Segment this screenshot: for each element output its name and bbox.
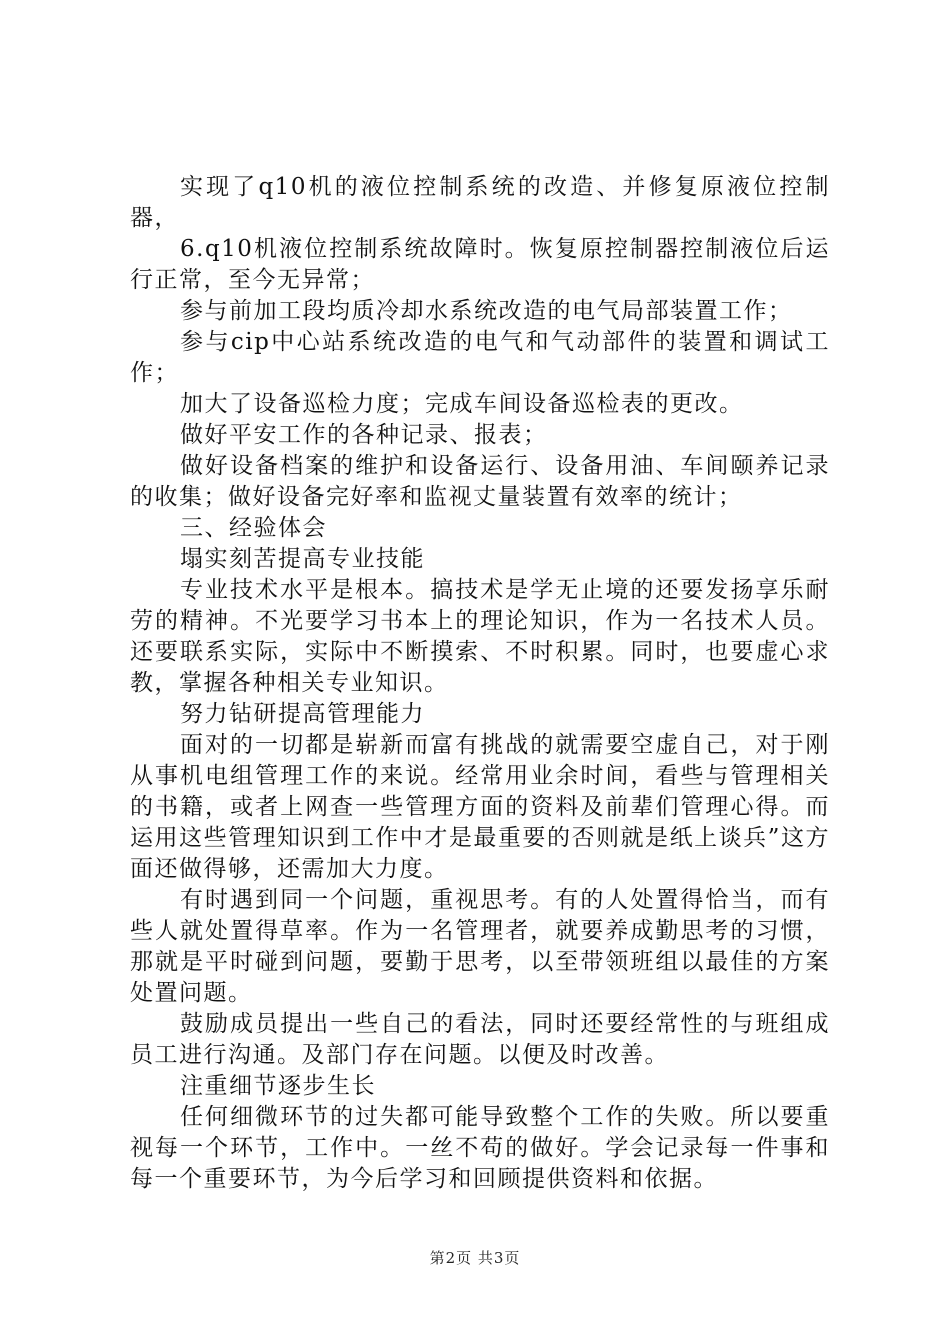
- paragraph: 鼓励成员提出一些自己的看法，同时还要经常性的与班组成员工进行沟通。及部门存在问题。以便及时改善。: [130, 1011, 830, 1068]
- paragraph: 实现了q10机的液位控制系统的改造、并修复原液位控制器，: [130, 174, 830, 231]
- paragraph: 做好平安工作的各种记录、报表；: [180, 422, 548, 448]
- paragraph: 参与cip中心站系统改造的电气和气动部件的装置和调试工作；: [130, 329, 830, 386]
- document-body: [130, 172, 830, 1195]
- paragraph: 参与前加工段均质冷却水系统改造的电气局部装置工作；: [180, 298, 793, 324]
- paragraph: 专业技术水平是根本。搞技术是学无止境的还要发扬享乐耐劳的精神。不光要学习书本上的理论知识，作为一名技术人员。还要联系实际，实际中不断摸索、不时积累。同时，也要虚心求教，掌握各种相关专业知识。: [130, 577, 830, 696]
- subsection-heading: 注重细节逐步生长: [180, 1073, 376, 1099]
- paragraph: 做好设备档案的维护和设备运行、设备用油、车间颐养记录的收集；做好设备完好率和监视丈量装置有效率的统计；: [130, 453, 830, 510]
- page-number: 第2页 共3页: [429, 1249, 521, 1267]
- paragraph: 面对的一切都是崭新而富有挑战的就需要空虚自己，对于刚从事机电组管理工作的来说。经常用业余时间，看些与管理相关的书籍，或者上网查一些管理方面的资料及前辈们管理心得。而运用这些管理知识到工作中才是最重要的否则就是纸上谈兵”这方面还做得够，还需加大力度。: [130, 732, 830, 882]
- subsection-heading: 塌实刻苦提高专业技能: [180, 546, 425, 572]
- paragraph: 6.q10机液位控制系统故障时。恢复原控制器控制液位后运行正常，至今无异常；: [130, 236, 830, 293]
- paragraph: 加大了设备巡检力度；完成车间设备巡检表的更改。: [180, 391, 744, 417]
- paragraph: 有时遇到同一个问题，重视思考。有的人处置得恰当，而有些人就处置得草率。作为一名管理者，就要养成勤思考的习惯，那就是平时碰到问题，要勤于思考，以至带领班组以最佳的方案处置问题。: [130, 887, 830, 1006]
- paragraph: 任何细微环节的过失都可能导致整个工作的失败。所以要重视每一个环节，工作中。一丝不苟的做好。学会记录每一件事和每一个重要环节，为今后学习和回顾提供资料和依据。: [130, 1104, 830, 1192]
- section-heading: 三、经验体会: [180, 515, 327, 541]
- subsection-heading: 努力钻研提高管理能力: [180, 701, 425, 727]
